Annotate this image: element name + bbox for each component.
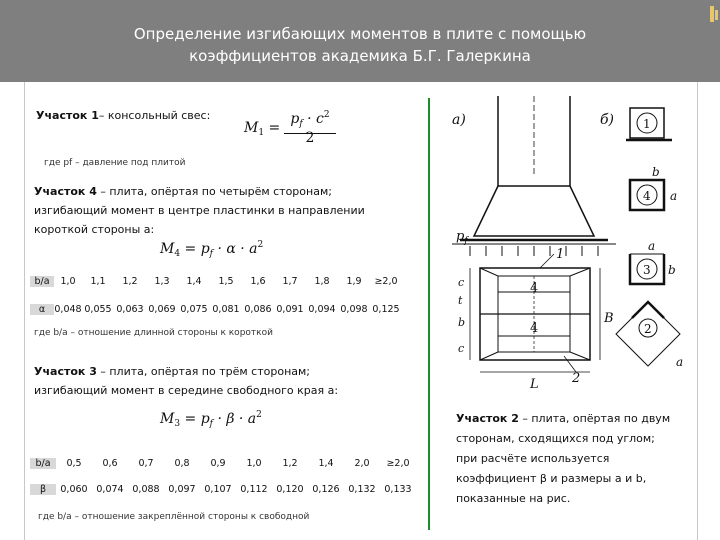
- alpha-th: 1,2: [122, 276, 138, 287]
- alpha-td: 0,081: [212, 304, 240, 315]
- section1-desc: – консольный свес:: [98, 109, 211, 122]
- section3-line2: изгибающий момент в середине свободного края a:: [34, 384, 339, 397]
- beta-td: 0,112: [240, 484, 268, 495]
- m1-subscript: 1: [258, 128, 265, 138]
- alpha-td: 0,048: [54, 304, 82, 315]
- alpha-td: 0,086: [244, 304, 272, 315]
- m1-num-sup: 2: [323, 110, 330, 120]
- dim-c-top: c: [458, 276, 465, 289]
- m3-symbol: M: [160, 411, 175, 427]
- dim-L: L: [530, 377, 539, 392]
- plate-figure: [440, 96, 712, 392]
- beta-th: 0,6: [102, 458, 118, 469]
- beta-td: 0,132: [348, 484, 376, 495]
- beta-th: 1,4: [318, 458, 334, 469]
- divider-line: [428, 98, 430, 530]
- alpha-th: 1,9: [346, 276, 362, 287]
- beta-th: 0,8: [174, 458, 190, 469]
- section4-text: [34, 182, 424, 239]
- beta-th: ≥2,0: [386, 458, 410, 469]
- beta-th: 2,0: [354, 458, 370, 469]
- alpha-th: ≥2,0: [374, 276, 398, 287]
- m3-sup: 2: [256, 410, 262, 420]
- section4-line1: – плита, опёртая по четырём сторонам;: [100, 185, 332, 198]
- scheme-4-dim-a: a: [670, 189, 678, 203]
- section2-line2: сторонам, сходящихся под углом;: [456, 432, 655, 445]
- section1-note: где pf – давление под плитой: [44, 158, 186, 168]
- m4-tail: · α · a: [213, 241, 258, 257]
- formula-m3: [160, 410, 262, 429]
- section2-text: [456, 409, 706, 509]
- header-accent-bar: [710, 6, 714, 22]
- section4-note: где b/a – отношение длинной стороны к короткой: [34, 328, 273, 338]
- scheme-4-dim-b: b: [652, 165, 660, 179]
- m4-symbol: M: [160, 241, 175, 257]
- alpha-td: α: [30, 304, 54, 315]
- callout-1-leader: [540, 254, 554, 268]
- pf-symbol: p: [456, 229, 465, 244]
- alpha-th: 1,4: [186, 276, 202, 287]
- alpha-th: b/a: [30, 276, 54, 287]
- alpha-td: 0,055: [84, 304, 112, 315]
- title-bar: [0, 0, 720, 82]
- section3-heading: Участок 3: [34, 365, 97, 378]
- beta-table-row: [30, 484, 416, 495]
- section4-heading: Участок 4: [34, 185, 97, 198]
- section3-line1: – плита, опёртая по трём сторонам;: [100, 365, 311, 378]
- section1-heading: Участок 1: [36, 109, 99, 122]
- section2-line1: – плита, опёртая по двум: [522, 412, 671, 425]
- alpha-th: 1,0: [60, 276, 76, 287]
- scheme-3-number: 3: [643, 263, 651, 277]
- alpha-td: 0,098: [340, 304, 368, 315]
- alpha-th: 1,1: [90, 276, 106, 287]
- formula-m4: [160, 240, 263, 259]
- beta-th: 1,0: [246, 458, 262, 469]
- beta-td: 0,120: [276, 484, 304, 495]
- dim-B: B: [604, 311, 614, 326]
- dim-t: t: [458, 294, 463, 307]
- m4-sup: 2: [257, 240, 264, 250]
- alpha-td: 0,125: [372, 304, 400, 315]
- section4-line3: короткой стороны a:: [34, 223, 155, 236]
- figure-label-b: б): [600, 112, 615, 128]
- beta-td: 0,133: [384, 484, 412, 495]
- m1-num-sub: f: [299, 119, 303, 129]
- scheme-3-dim-a: a: [648, 239, 656, 253]
- alpha-th: 1,6: [250, 276, 266, 287]
- scheme-2-dim-a: a: [676, 355, 684, 369]
- slide-title: [40, 23, 680, 67]
- section2-line3: при расчёте используется: [456, 452, 610, 465]
- beta-td: 0,088: [132, 484, 160, 495]
- beta-td: 0,060: [60, 484, 88, 495]
- m3-subscript: 3: [174, 419, 181, 429]
- alpha-td: 0,091: [276, 304, 304, 315]
- dim-b-left: b: [458, 316, 466, 329]
- beta-th: 1,2: [282, 458, 298, 469]
- alpha-table-row: [30, 304, 402, 315]
- formula-m1-lhs: $M_1$ =: [244, 120, 281, 138]
- pf-label: [456, 229, 469, 246]
- m1-symbol: M: [244, 120, 259, 136]
- alpha-td: 0,069: [148, 304, 176, 315]
- m4-p-sub: f: [209, 249, 214, 259]
- beta-table-header: [30, 458, 416, 469]
- alpha-th: 1,3: [154, 276, 170, 287]
- m4-p: = p: [180, 241, 210, 257]
- figure-label-a: а): [452, 112, 466, 128]
- m1-num-rest: · c: [302, 111, 324, 127]
- beta-td: 0,107: [204, 484, 232, 495]
- alpha-th: 1,5: [218, 276, 234, 287]
- m3-p: = p: [180, 411, 210, 427]
- alpha-td: 0,094: [308, 304, 336, 315]
- section2-line4: коэффициент β и размеры a и b,: [456, 472, 647, 485]
- title-line-2: коэффициентов академика Б.Г. Галеркина: [189, 47, 531, 65]
- callout-2-leader: [564, 356, 576, 372]
- beta-th: 0,9: [210, 458, 226, 469]
- beta-th: 0,5: [66, 458, 82, 469]
- zone-4-bottom: 4: [530, 321, 539, 336]
- alpha-table-header: [30, 276, 402, 287]
- m3-tail: · β · a: [213, 411, 257, 427]
- column-drawing: [452, 96, 616, 256]
- title-line-1: Определение изгибающих моментов в плите с помощью: [133, 25, 587, 43]
- m1-num-p: p: [290, 111, 300, 127]
- section2-heading: Участок 2: [456, 412, 519, 425]
- alpha-th: 1,7: [282, 276, 298, 287]
- alpha-td: 0,075: [180, 304, 208, 315]
- beta-td: 0,097: [168, 484, 196, 495]
- m4-subscript: 4: [174, 249, 181, 259]
- section3-note: где b/a – отношение закреплённой стороны к свободной: [38, 512, 310, 522]
- pf-subscript: f: [464, 236, 468, 246]
- header-accent-bar-small: [715, 10, 718, 20]
- beta-th: 0,7: [138, 458, 154, 469]
- beta-td: β: [30, 484, 56, 495]
- scheme-3-dim-b: b: [668, 263, 676, 277]
- scheme-2-number: 2: [644, 322, 652, 336]
- m3-p-sub: f: [209, 419, 214, 429]
- section3-text: [34, 362, 424, 400]
- formula-m1-denominator: 2: [305, 130, 315, 146]
- scheme-1-number: 1: [643, 117, 651, 131]
- zone-4-top: 4: [530, 281, 539, 296]
- callout-2: 2: [572, 371, 581, 386]
- section2-line5: показанные на рис.: [456, 492, 571, 505]
- callout-1: 1: [556, 247, 565, 262]
- beta-th: b/a: [30, 458, 56, 469]
- beta-td: 0,074: [96, 484, 124, 495]
- alpha-th: 1,8: [314, 276, 330, 287]
- alpha-td: 0,063: [116, 304, 144, 315]
- dim-c-bottom: c: [458, 342, 465, 355]
- scheme-4-number: 4: [643, 189, 651, 203]
- section1-text: [36, 106, 210, 125]
- beta-td: 0,126: [312, 484, 340, 495]
- section4-line2: изгибающий момент в центре пластинки в направлении: [34, 204, 365, 217]
